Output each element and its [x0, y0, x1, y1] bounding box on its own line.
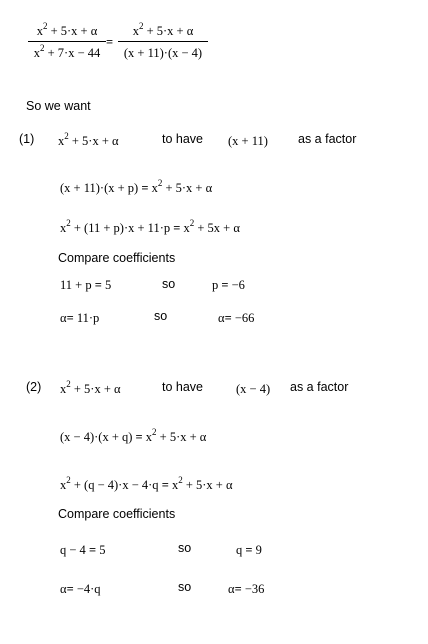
- part1-expansion-line: $(x + 11)\cdot(x + p) = x^2 + 5\cdot x + \alpha$: [60, 178, 213, 195]
- part2-coef-equation: q − 4 = 5: [60, 543, 106, 557]
- part2-number: (2): [26, 380, 42, 394]
- rhs-denominator: (x + 11)·(x − 4): [123, 46, 203, 60]
- part1-coef-equation: 11 + p = 5: [60, 278, 112, 292]
- part2-compare-coefficients: Compare coefficients: [58, 507, 176, 521]
- part2-alpha-equation: α= −4·q: [60, 582, 101, 596]
- part1-compare-coefficients: Compare coefficients: [58, 251, 176, 265]
- part2-so-1: so: [178, 541, 192, 555]
- lhs-denominator: $x^2 + 7\cdot x - 44$: [33, 43, 101, 60]
- fraction-bar: [28, 41, 106, 42]
- lhs-numerator: $x^2 + 5\cdot x + \alpha$: [36, 21, 98, 38]
- rhs-fraction: [118, 21, 208, 60]
- part2-q-result: q = 9: [236, 543, 262, 557]
- intro-equals: =: [106, 35, 114, 49]
- part1-expanded-line: $x^2 + (11 + p)\cdot x + 11\cdot p = x^2 + 5x + \alpha$: [60, 218, 240, 235]
- part1-as-a-factor: as a factor: [298, 132, 357, 146]
- part1-p-result: p = −6: [212, 278, 245, 292]
- part2-to-have: to have: [162, 380, 204, 394]
- part1-alpha-equation: α= 11·p: [60, 311, 100, 325]
- part1-to-have: to have: [162, 132, 204, 146]
- part1-quadratic: $x^2 + 5\cdot x + \alpha$: [58, 131, 119, 148]
- part1-so-2: so: [154, 309, 168, 323]
- part2-as-a-factor: as a factor: [290, 380, 349, 394]
- lhs-fraction: [28, 21, 106, 60]
- so-we-want-text: So we want: [26, 99, 91, 113]
- part2-expansion-line: $(x - 4)\cdot(x + q) = x^2 + 5\cdot x + \alpha$: [60, 427, 207, 444]
- part2-quadratic: $x^2 + 5\cdot x + \alpha$: [60, 379, 121, 396]
- rhs-numerator: $x^2 + 5\cdot x + \alpha$: [132, 21, 194, 38]
- part2-alpha-result: α= −36: [228, 582, 265, 596]
- part2-factor: (x − 4): [236, 382, 271, 396]
- part1-factor: (x + 11): [228, 134, 268, 148]
- part1-alpha-result: α= −66: [218, 311, 255, 325]
- part2-expanded-line: $x^2 + (q - 4)\cdot x - 4\cdot q = x^2 + 5\cdot x + \alpha$: [60, 475, 233, 492]
- part1-number: (1): [19, 132, 35, 146]
- part1-so-1: so: [162, 277, 176, 291]
- part2-so-2: so: [178, 580, 192, 594]
- fraction-bar: [118, 41, 208, 42]
